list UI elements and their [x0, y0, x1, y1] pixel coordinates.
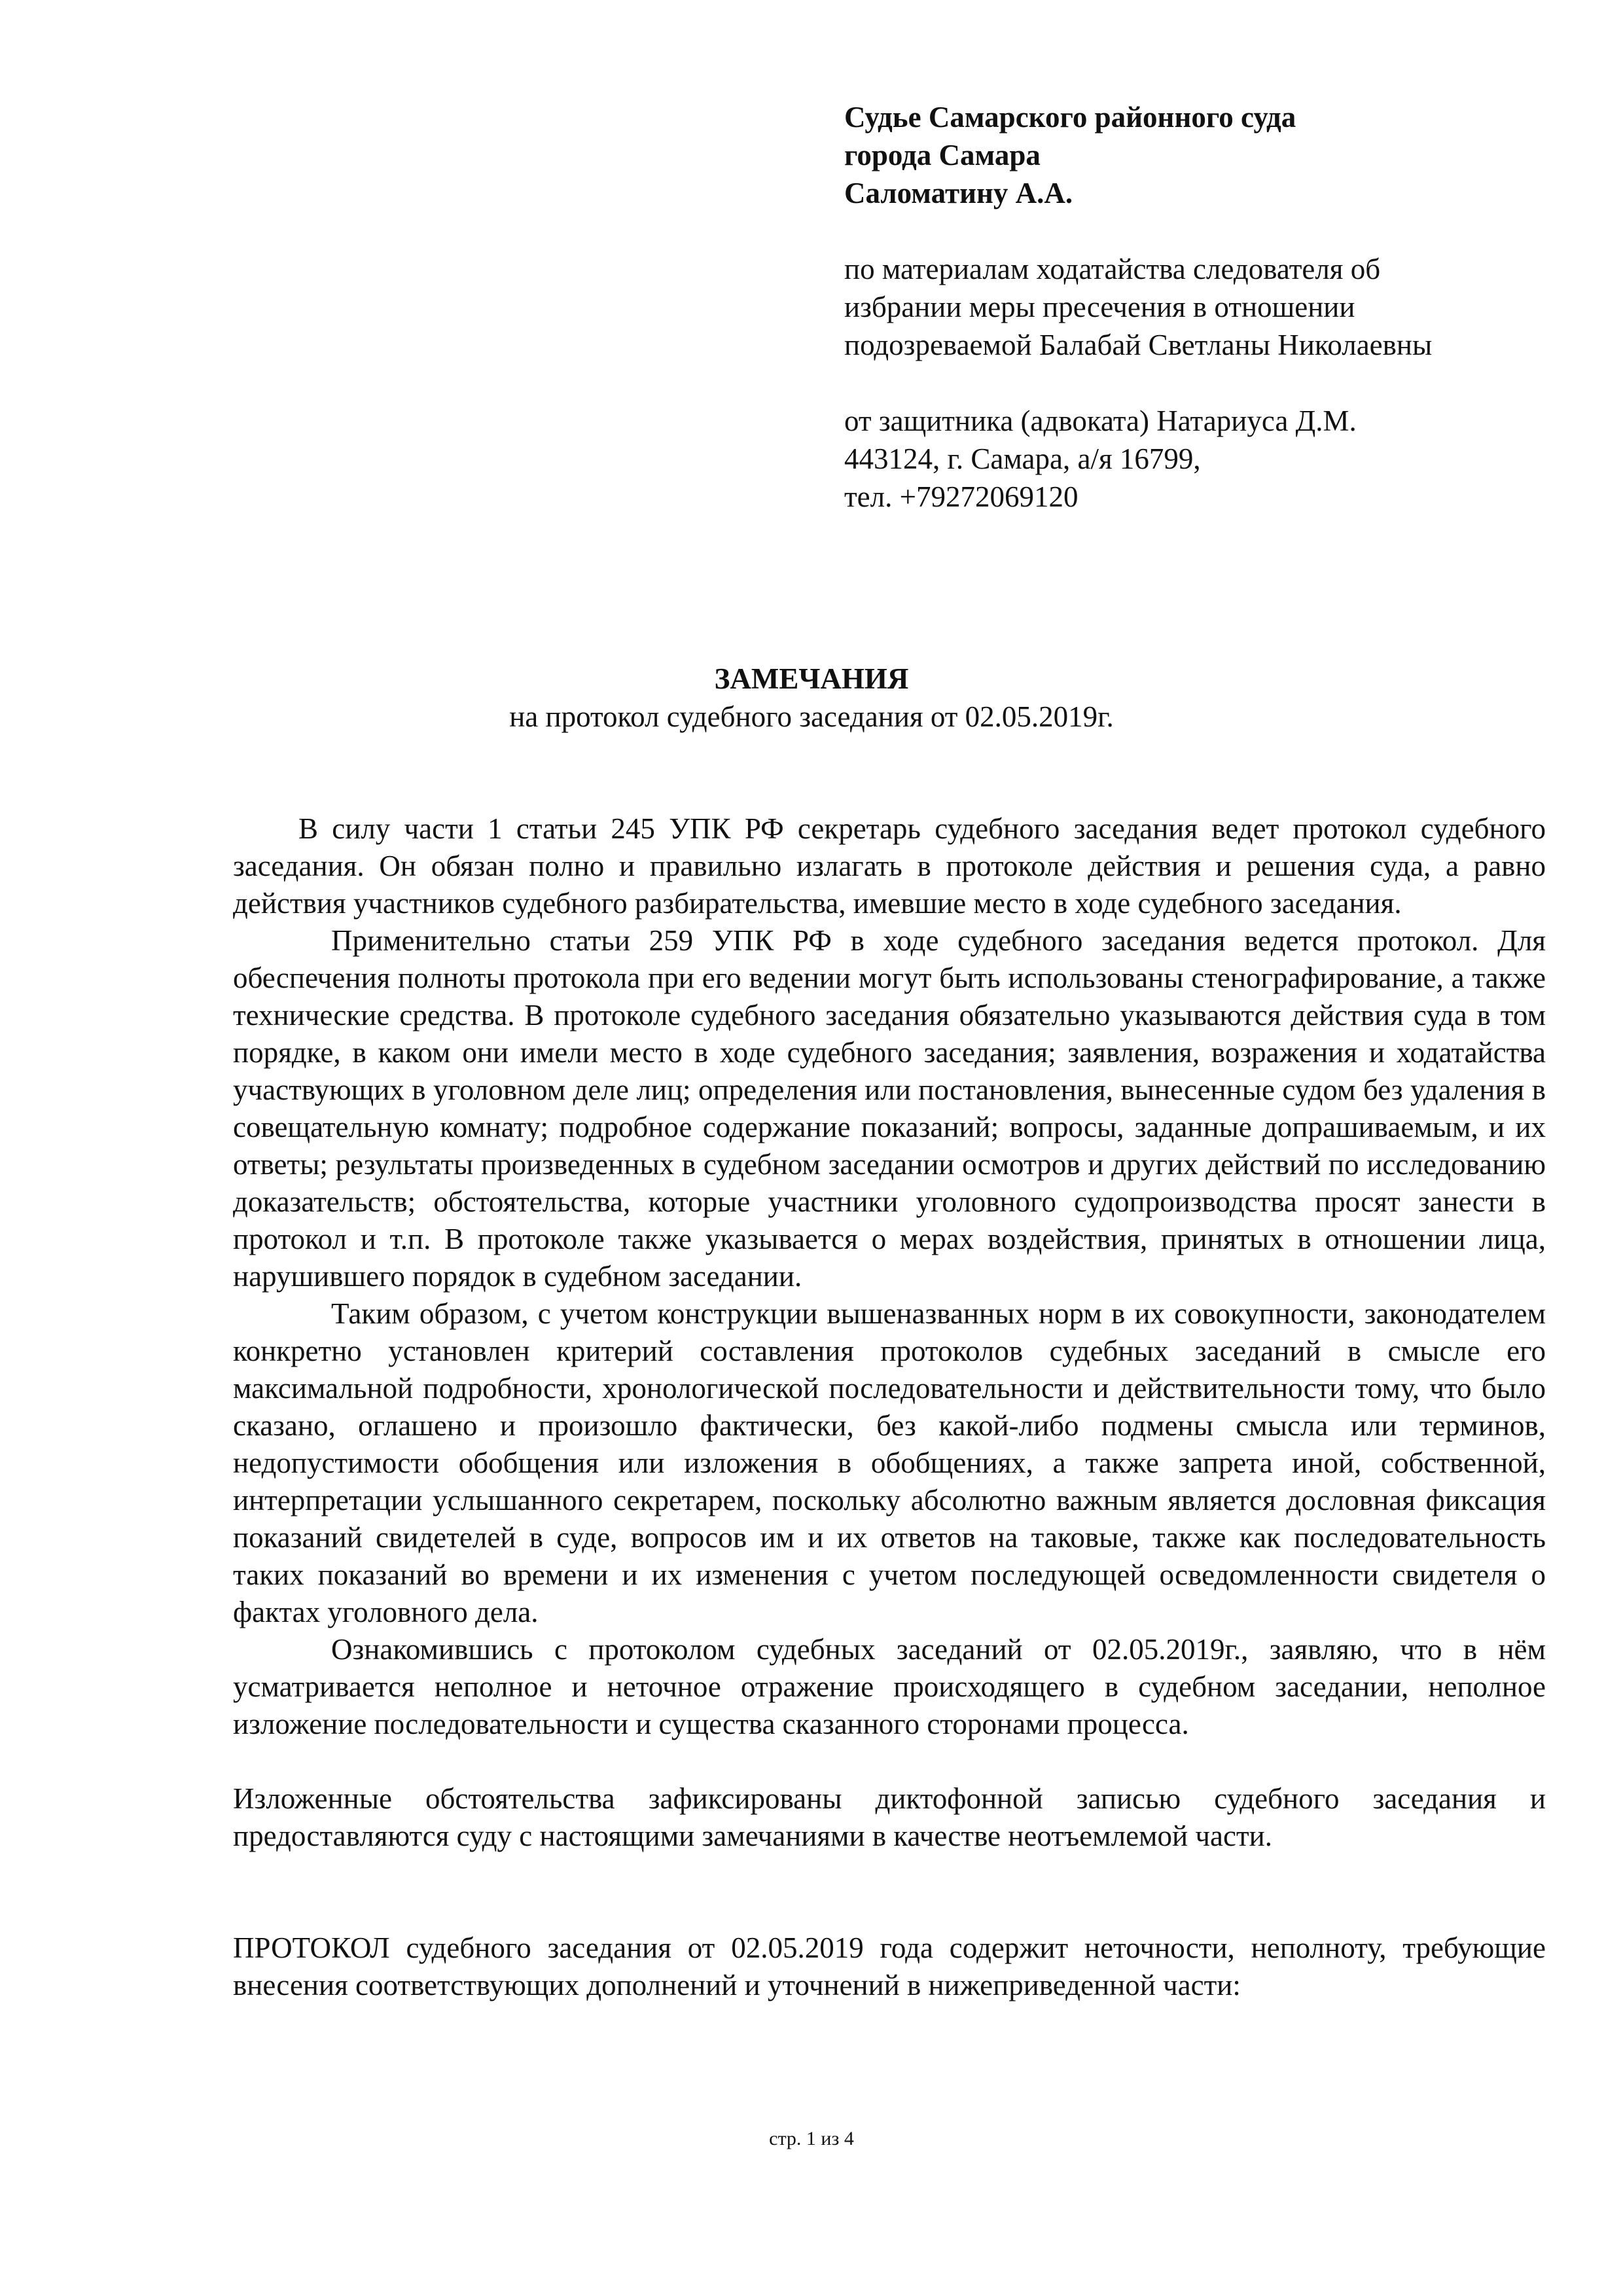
body-paragraph: ПРОТОКОЛ судебного заседания от 02.05.2019 года содержит неточности, неполноту, требующие внесения соответствующих дополнений и уточнений в нижеприведенной части: [233, 1931, 1546, 2001]
regarding-line: подозреваемой Балабай Светланы Николаевны [844, 329, 1433, 361]
body-paragraph: Изложенные обстоятельства зафиксированы диктофонной записью судебного заседания и предоставляются суду с настоящими замечаниями в качестве неотъемлемой части. [233, 1782, 1546, 1852]
document-title-block [0, 660, 1623, 736]
regarding-line: избрании меры пресечения в отношении [844, 291, 1355, 323]
body-paragraph: Применительно статьи 259 УПК РФ в ходе судебного заседания ведется протокол. Для обеспечения полноты протокола при его ведении могут быть использованы стенографирование, а также технические средства. В протоколе судебного заседания обязательно указываются действия суда в том порядке, в каком они имели место в ходе судебного заседания; заявления, возражения и ходатайства участвующих в уголовном деле лиц; определения или постановления, вынесенные судом без удаления в совещательную комнату; подробное содержание показаний; вопросы, заданные допрашиваемым, и их ответы; результаты произведенных в судебном заседании осмотров и других действий по исследованию доказательств; обстоятельства, которые участники уголовного судопроизводства просят занести в протокол и т.п. В протоколе также указывается о мерах воздействия, принятых в отношении лица, нарушившего порядок в судебном заседании. [233, 924, 1546, 1293]
document-title: ЗАМЕЧАНИЯ [714, 662, 909, 695]
addressee-line: Саломатину А.А. [844, 177, 1073, 209]
body-paragraph: В силу части 1 статьи 245 УПК РФ секретарь судебного заседания ведет протокол судебного заседания. Он обязан полно и правильно излагать в протоколе действия и решения суда, а равно действия участников судебного разбирательства, имевшие место в ходе судебного заседания. [233, 812, 1546, 920]
sender-line: тел. +79272069120 [844, 480, 1079, 513]
document-body [233, 810, 1546, 2004]
body-paragraph: Таким образом, с учетом конструкции вышеназванных норм в их совокупности, законодателем конкретно установлен критерий составления протоколов судебных заседаний в смысле его максимальной подробности, хронологической последовательности и действительности тому, что было сказано, оглашено и произошло фактически, без какой-либо подмены смысла или терминов, недопустимости обобщения или изложения в обобщениях, а также запрета иной, собственной, интерпретации услышанного секретарем, поскольку абсолютно важным является дословная фиксация показаний свидетелей в суде, вопросов им и их ответов на таковые, также как последовательность таких показаний во времени и их изменения с учетом последующей осведомленности свидетеля о фактах уголовного дела. [233, 1297, 1546, 1628]
regarding-line: по материалам ходатайства следователя об [844, 253, 1381, 285]
sender-line: от защитника (адвоката) Натариуса Д.М. [844, 404, 1357, 437]
page-number: стр. 1 из 4 [769, 2128, 854, 2149]
document-subtitle: на протокол судебного заседания от 02.05.2019г. [509, 700, 1114, 733]
body-paragraph: Ознакомившись с протоколом судебных заседаний от 02.05.2019г., заявляю, что в нём усматривается неполное и неточное отражение происходящего в судебном заседании, неполное изложение последовательности и существа сказанного сторонами процесса. [233, 1633, 1546, 1740]
addressee-line: города Самара [844, 139, 1041, 171]
sender-line: 443124, г. Самара, а/я 16799, [844, 442, 1201, 475]
addressee-line: Судье Самарского районного суда [844, 101, 1296, 134]
addressee-block [844, 98, 1525, 516]
